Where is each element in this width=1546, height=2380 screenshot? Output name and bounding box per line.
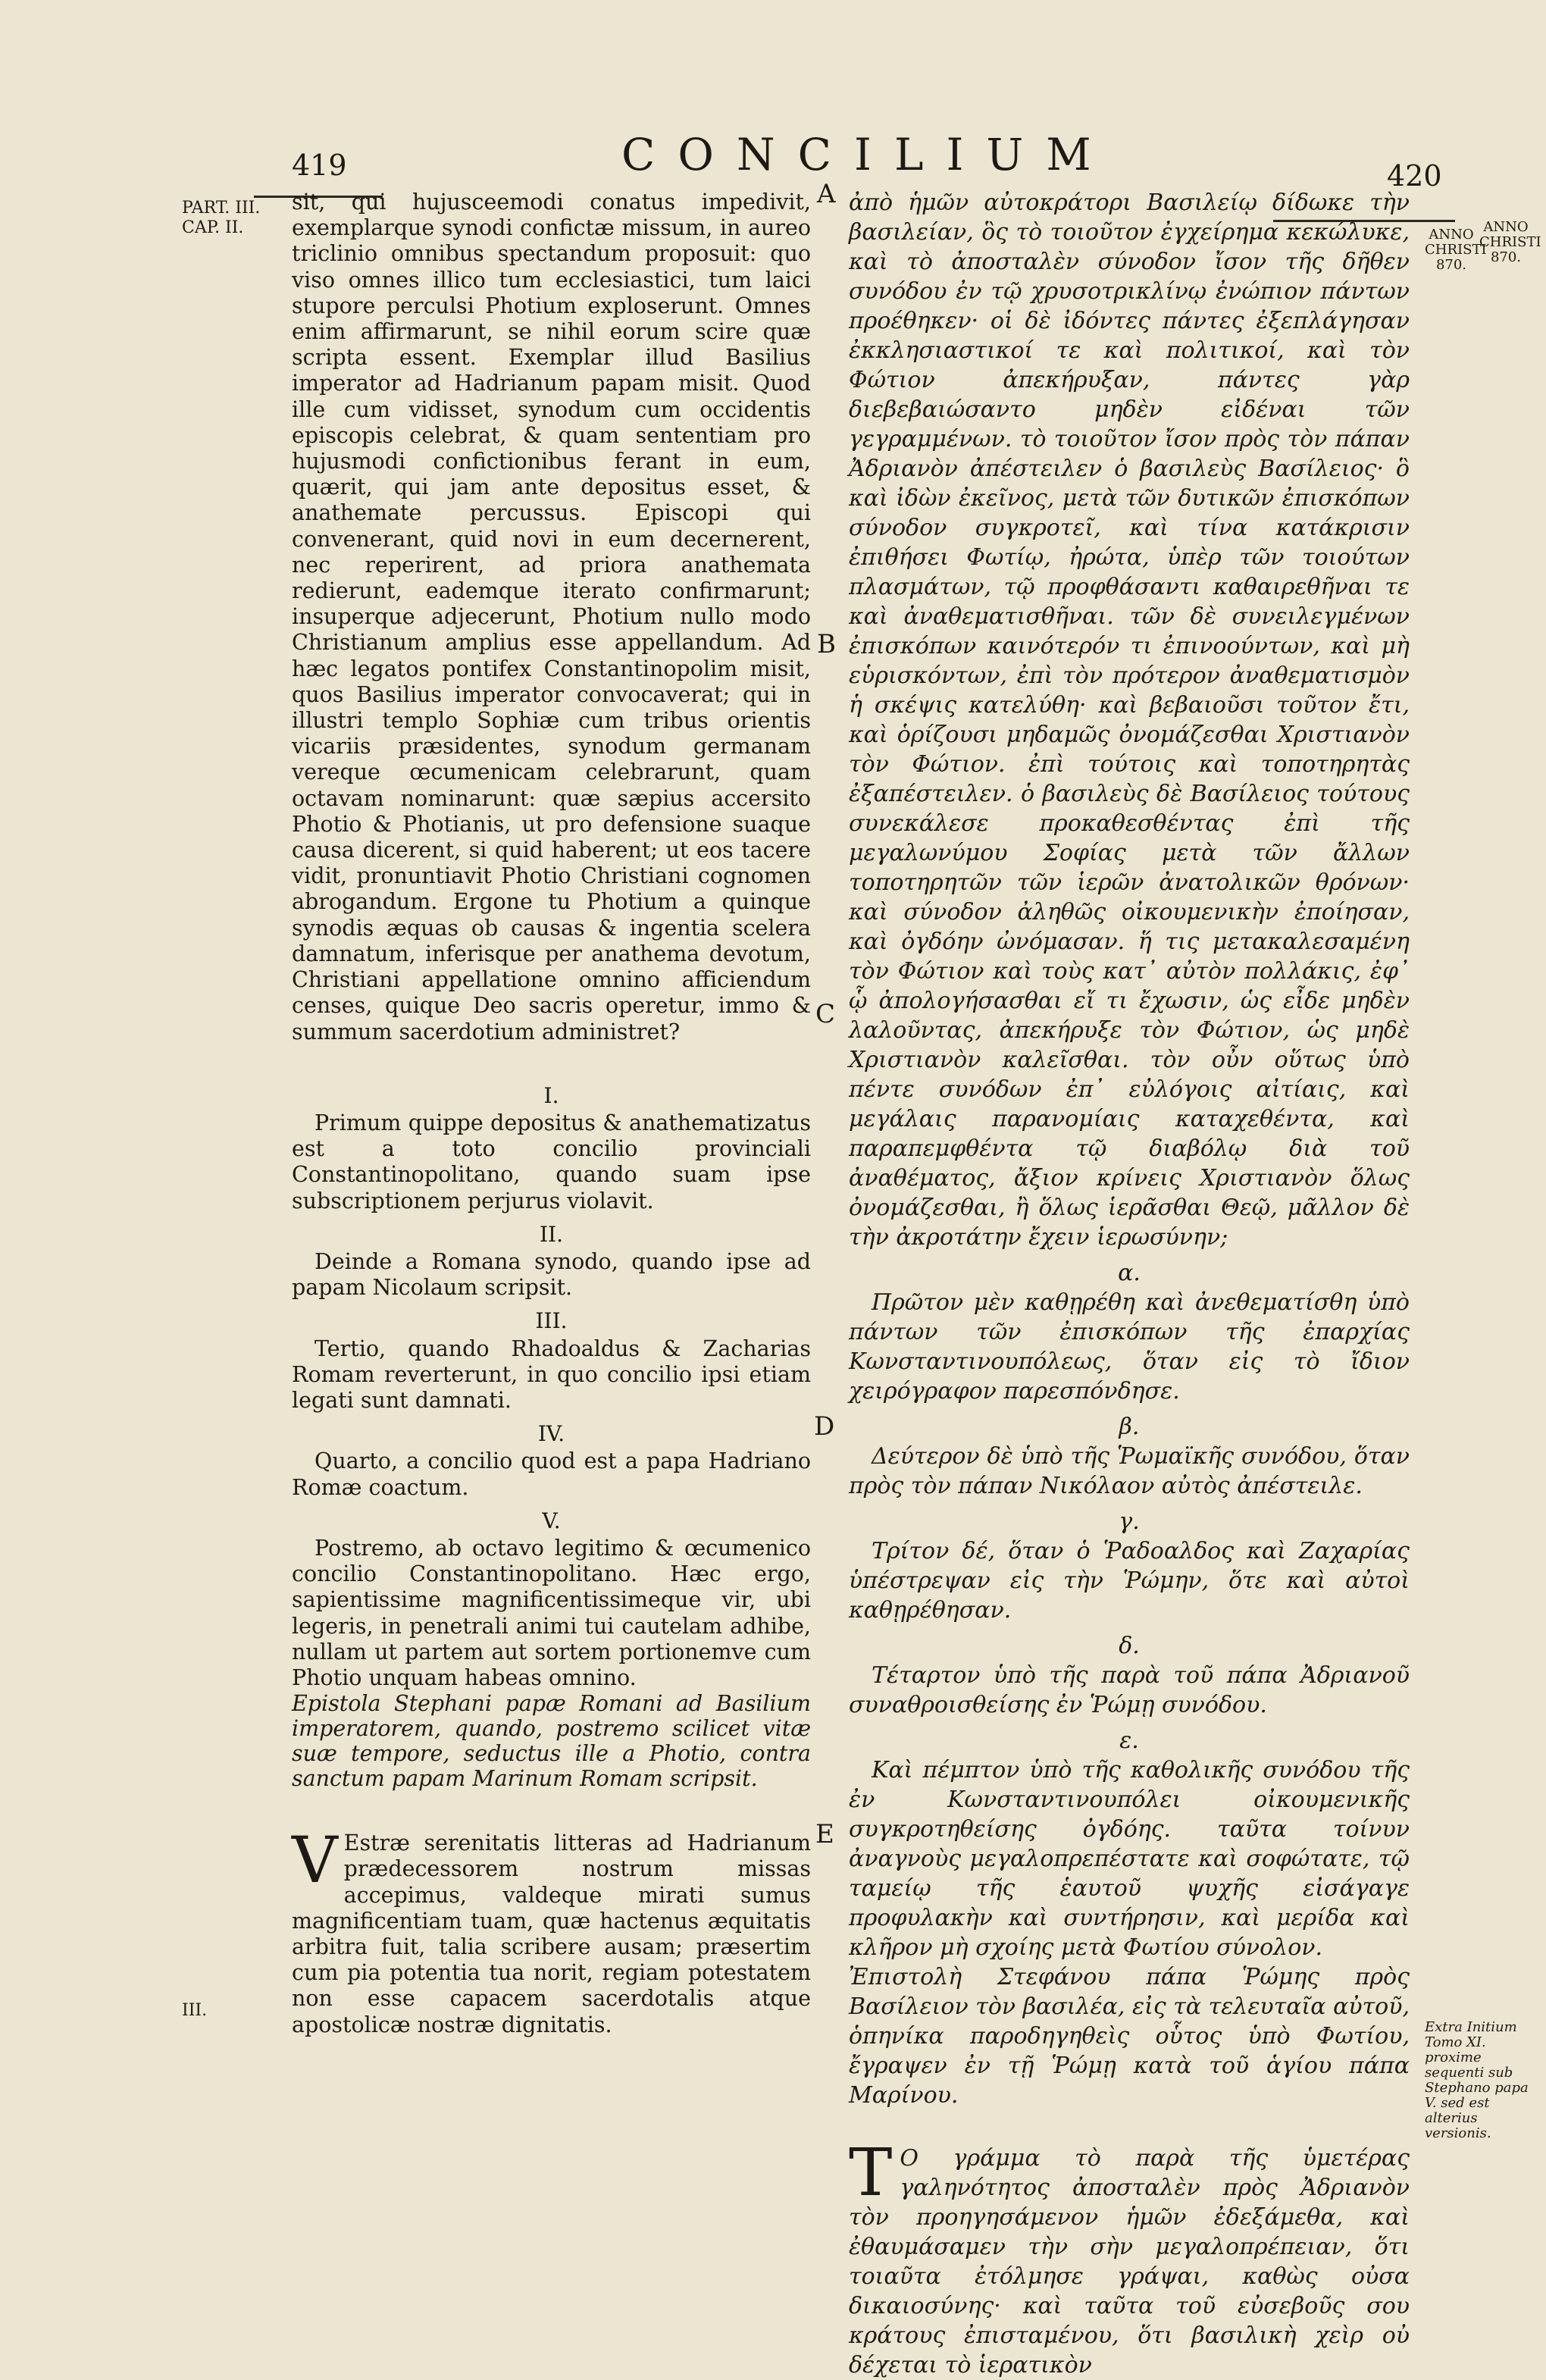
margin-anno-1: ANNO CHRISTI 870. <box>1425 227 1487 273</box>
latin-section-number: IV. <box>537 1421 565 1447</box>
margin-anno-2: ANNO CHRISTI 870. <box>1479 219 1541 265</box>
greek-dropcap: Τ <box>849 2135 893 2211</box>
running-title: CONCILIUM <box>621 129 1114 180</box>
greek-epistle-title: Ἐπιστολὴ Στεφάνου πάπα Ῥώμης πρὸς Βασίλειον τὸν βασιλέα, εἰς τὰ τελευταῖα αὐτοῦ, ὁπηνίκα παροδηγηθεὶς οὗτος ὑπὸ Φωτίου, ἔγραψεν ἐν τῇ Ῥώμῃ κατὰ τοῦ ἁγίου πάπα Μαρίνου. <box>849 1964 1410 2109</box>
margin-note: Extra Initium Tomo XI. proxime sequenti sub Stephano papa V. sed est alterius versionis. <box>1425 2019 1529 2141</box>
latin-section-number: I. <box>543 1082 559 1108</box>
greek-section-text: Τέταρτον ὑπὸ τῆς παρὰ τοῦ πάπα Ἀδριανοῦ συναθροισθείσης ἐν Ῥώμῃ συνόδου. <box>849 1662 1410 1718</box>
greek-section-text: Καὶ πέμπτον ὑπὸ τῆς καθολικῆς συνόδου τῆς ἐν Κωνσταντινουπόλει οἰκουμενικῆς συγκροτηθείσης ὀγδόης. ταῦτα τοίνυν ἀναγνοὺς μεγαλοπρεπέστατε καὶ σοφώτατε, τῷ ταμείῳ τῆς ἑαυτοῦ ψυχῆς εἰσάγαγε προφυλακὴν καὶ συντήρησιν, καὶ μερίδα καὶ κλῆρον μὴ σχοίης μετὰ Φωτίου σύνολον. <box>849 1757 1410 1961</box>
page-number-left: 419 <box>292 149 347 182</box>
latin-epistle-title: Epistola Stephani papæ Romani ad Basilium imperatorem, quando, postremo scilicet vitæ suæ tempore, seductus ille a Photio, contra sanctum papam Marinum Romam scripsit. <box>292 1691 811 1792</box>
latin-section-number: III. <box>535 1308 568 1334</box>
latin-section-text: Primum quippe depositus & anathematizatus est a toto concilio provinciali Constantinopolitano, quando suam ipse subscriptionem perjurus violavit. <box>292 1110 811 1213</box>
marker-d: D <box>814 1411 835 1442</box>
greek-section-text: Τρίτον δέ, ὅταν ὁ Ῥαδοαλδος καὶ Ζαχαρίας ὑπέστρεψαν εἰς τὴν Ῥώμην, ὅτε καὶ αὐτοὶ καθῃρέθησαν. <box>849 1538 1410 1624</box>
latin-dropcap: V <box>292 1823 338 1898</box>
latin-letter <box>292 1823 811 2038</box>
greek-section-text: Πρῶτον μὲν καθῃρέθη καὶ ἀνεθεματίσθη ὑπὸ πάντων τῶν ἐπισκόπων τῆς ἐπαρχίας Κωνσταντινουπόλεως, ὅταν εἰς τὸ ἴδιον χειρόγραφον παρεσπόνδησε. <box>849 1289 1410 1405</box>
greek-section-number: δ. <box>1119 1633 1140 1659</box>
margin-cap: CAP. II. <box>182 218 244 237</box>
page-number-right: 420 <box>1387 159 1442 193</box>
latin-column <box>292 189 811 2038</box>
latin-section-text: Postremo, ab octavo legitimo & œcumenico concilio Constantinopolitano. Hæc ergo, sapientissime magnificentissimeque vir, ubi legeris, in penetrali animi tui cautelam adhibe, nullam ut partem aut sortem portionemve cum Photio unquam habeas omnino. <box>292 1535 811 1690</box>
greek-section-number: α. <box>1118 1260 1141 1286</box>
marker-e: E <box>815 1819 834 1849</box>
latin-section-text: Deinde a Romana synodo, quando ipse ad papam Nicolaum scripsit. <box>292 1248 811 1301</box>
marker-c: C <box>815 999 836 1029</box>
greek-column <box>849 188 1410 2380</box>
margin-section-number: III. <box>182 2001 208 2020</box>
greek-section-number: β. <box>1119 1414 1140 1440</box>
greek-main-paragraph: ἀπὸ ἡμῶν αὐτοκράτορι Βασιλείῳ δίδωκε τὴν βασιλείαν, ὃς τὸ τοιοῦτον ἐγχείρημα κεκώλυκε, καὶ τὸ ἀποσταλὲν σύνοδον ἴσον τῆς δῆθεν συνόδου ἐν τῷ χρυσοτρικλίνῳ ἐνώπιον πάντων προέθηκεν· οἱ δὲ ἰδόντες πάντες ἐξεπλάγησαν ἐκκλησιαστικοί τε καὶ πολιτικοί, καὶ τὸν Φώτιον ἀπεκήρυξαν, πάντες γὰρ διεβεβαιώσαντο μηδὲν εἰδέναι τῶν γεγραμμένων. τὸ τοιοῦτον ἴσον πρὸς τὸν πάπαν Ἀδριανὸν ἀπέστειλεν ὁ βασιλεὺς Βασίλειος· ὃ καὶ ἰδὼν ἐκεῖνος, μετὰ τῶν δυτικῶν ἐπισκόπων σύνοδον συγκροτεῖ, καὶ τίνα κατάκρισιν ἐπιθήσει Φωτίῳ, ἠρώτα, ὑπὲρ τῶν τοιούτων πλασμάτων, τῷ προφθάσαντι καθαιρεθῆναι τε καὶ ἀναθεματισθῆναι. τῶν δὲ συνειλεγμένων ἐπισκόπων καινότερόν τι ἐπινοούντων, καὶ μὴ εὑρισκόντων, ἐπὶ τὸν πρότερον ἀναθεματισμὸν ἡ σκέψις κατελύθη· καὶ βεβαιοῦσι τοῦτον ἔτι, καὶ ὁρίζουσι μηδαμῶς ὀνομάζεσθαι Χριστιανὸν τὸν Φώτιον. ἐπὶ τούτοις καὶ τοποτηρητὰς ἐξαπέστειλεν. ὁ βασιλεὺς δὲ Βασίλειος τούτους συνεκάλεσε προκαθεσθέντας ἐπὶ τῆς μεγαλωνύμου Σοφίας μετὰ τῶν ἄλλων τοποτηρητῶν τῶν ἱερῶν ἀνατολικῶν θρόνων· καὶ σύνοδον ἀληθῶς οἰκουμενικὴν ἐποίησαν, καὶ ὀγδόην ὠνόμασαν. ἥ τις μετακαλεσαμένη τὸν Φώτιον καὶ τοὺς κατ᾽ αὐτὸν πολλάκις, ἐφ᾽ ᾧ ἀπολογήσασθαι εἴ τι ἔχωσιν, ὡς εἶδε μηδὲν λαλοῦντας, ἀπεκήρυξε τὸν Φώτιον, ὡς μηδὲ Χριστιανὸν καλεῖσθαι. τὸν οὖν οὕτως ὑπὸ πέντε συνόδων ἐπ᾽ εὐλόγοις αἰτίαις, καὶ μεγάλαις παρανομίαις καταχεθέντα, καὶ παραπεμφθέντα τῷ διαβόλῳ διὰ τοῦ ἀναθέματος, ἄξιον κρίνεις Χριστιανὸν ὅλως ὀνομάζεσθαι, ἢ ὅλως ἱερᾶσθαι Θεῷ, μᾶλλον δὲ τὴν ἀκροτάτην ἔχειν ἱερωσύνην; <box>849 189 1410 1251</box>
latin-section-text: Tertio, quando Rhadoaldus & Zacharias Romam reverterunt, in quo concilio ipsi etiam legati sunt damnati. <box>292 1336 811 1413</box>
greek-section-text: Δεύτερον δὲ ὑπὸ τῆς Ῥωμαϊκῆς συνόδου, ὅταν πρὸς τὸν πάπαν Νικόλαον αὐτὸς ἀπέστειλε. <box>849 1443 1410 1499</box>
latin-main-paragraph: sit, qui hujusceemodi conatus impedivit, exemplarque synodi confictæ missum, in aureo triclinio omnibus spectandum proposuit: quo viso omnes illico tum ecclesiastici, tum laici stupore perculsi Photium exploserunt. Omnes enim affirmarunt, se nihil eorum scire quæ scripta essent. Exemplar illud Basilius imperator ad Hadrianum papam misit. Quod ille cum vidisset, synodum cum occidentis episcopis celebrat, & quam sententiam pro hujusmodi confictionibus ferant in eum, quærit, qui jam ante depositus esset, & anathemate percussus. Episcopi qui convenerant, quid novi in eum decernerent, nec reperirent, ad priora anathemata redierunt, eademque iterato confirmarunt; insuperque adjecerunt, Photium nullo modo Christianum amplius esse appellandum. Ad hæc legatos pontifex Constantinopolim misit, quos Basilius imperator convocaverat; qui in illustri templo Sophiæ cum tribus orientis vicariis præsidentes, synodum germanam vereque œcumenicam celebrarunt, quam octavam nominarunt: quæ sæpius accersito Photio & Photianis, ut pro defensione suaque causa dicerent, si quid haberent; ut eos tacere vidit, pronuntiavit Photio Christiani cognomen abrogandum. Ergone tu Photium a quinque synodis æquas ob causas & ingentia scelera damnatum, inferisque per anathema devotum, Christiani appellatione omnino afficiendum censes, quique Deo sacris operetur, immo & summum sacerdotium administret? <box>292 189 811 1044</box>
latin-section-text: Quarto, a concilio quod est a papa Hadriano Romæ coactum. <box>292 1448 811 1500</box>
greek-section-number: ε. <box>1119 1727 1139 1754</box>
marker-b: B <box>817 629 836 659</box>
greek-letter <box>849 2135 1410 2380</box>
latin-section-number: II. <box>539 1221 564 1247</box>
latin-section-number: V. <box>542 1508 561 1533</box>
greek-letter-text: Ο γράμμα τὸ παρὰ τῆς ὑμετέρας γαληνότητος ἀποσταλὲν πρὸς Ἀδριανὸν τὸν προηγησάμενον ἡμῶν ἐδεξάμεθα, καὶ ἐθαυμάσαμεν τὴν σὴν μεγαλοπρέπειαν, ὅτι τοιαῦτα ἐτόλμησε γράψαι, καθὼς οὐσα δικαιοσύνης· καὶ ταῦτα τοῦ εὐσεβοῦς σου κράτους ἐπισταμένου, ὅτι βασιλικὴ χεὶρ οὐ δέχεται τὸ ἱερατικὸν <box>849 2145 1410 2378</box>
greek-section-number: γ. <box>1119 1508 1140 1535</box>
latin-letter-text: Estræ serenitatis litteras ad Hadrianum prædecessorem nostrum missas accepimus, valdeque mirati sumus magnificentiam tuam, quæ hactenus æquitatis arbitra fuit, talia scribere ausam; præsertim cum pia potentia tua norit, regiam potestatem non esse capacem sacerdotalis atque apostolicæ nostræ dignitatis. <box>292 1830 811 2037</box>
margin-part: PART. III. <box>182 199 261 218</box>
marker-a: A <box>817 179 836 209</box>
